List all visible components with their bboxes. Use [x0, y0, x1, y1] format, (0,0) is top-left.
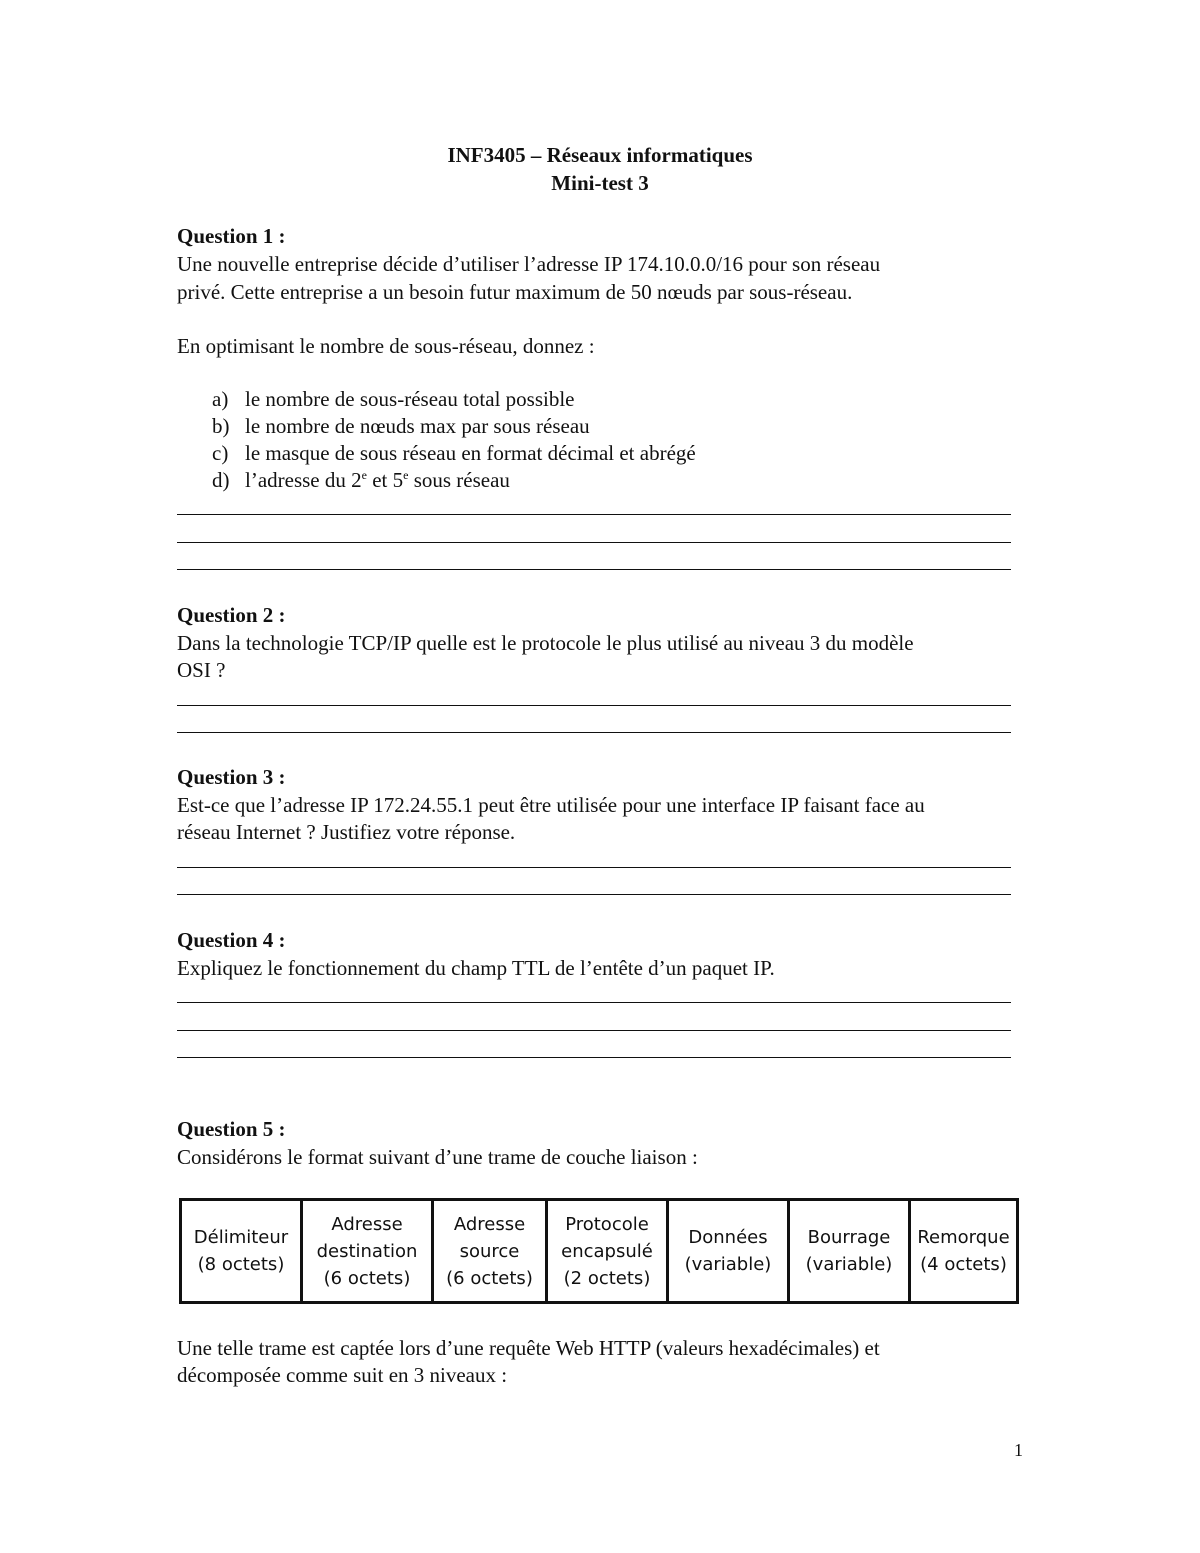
cell-line: (variable): [684, 1254, 772, 1275]
list-item-d: [212, 467, 1012, 494]
answer-line[interactable]: [177, 732, 1011, 733]
table-row: [181, 1200, 1018, 1303]
answer-line[interactable]: [177, 705, 1011, 706]
cell-line: (4 octets): [920, 1254, 1007, 1275]
test-title: Mini-test 3: [551, 171, 649, 195]
cell-line: Adresse: [331, 1213, 403, 1235]
cell-line: (6 octets): [323, 1267, 411, 1289]
question-5-after-line-1: Une telle trame est captée lors d’une requête Web HTTP (valeurs hexadécimales) et: [177, 1336, 880, 1360]
list-item-label: a): [212, 387, 229, 411]
cell-line: Bourrage: [807, 1227, 891, 1248]
cell-line: source: [459, 1240, 520, 1262]
cell-line: Délimiteur: [193, 1227, 289, 1248]
question-2-text-line-1: Dans la technologie TCP/IP quelle est le protocole le plus utilisé au niveau 3 du modèle: [177, 631, 914, 655]
answer-line[interactable]: [177, 569, 1011, 570]
cell-line: (2 octets): [563, 1267, 651, 1289]
cell-line: Remorque: [917, 1227, 1010, 1248]
question-2-title: Question 2 :: [177, 603, 286, 627]
cell-line: (variable): [805, 1254, 893, 1275]
table-cell-data: [668, 1200, 789, 1303]
list-item-text: le nombre de nœuds max par sous réseau: [245, 414, 590, 438]
table-cell-protocol: [547, 1200, 668, 1303]
course-title: INF3405 – Réseaux informatiques: [447, 143, 753, 167]
cell-line: Données: [688, 1227, 768, 1248]
cell-line: destination: [316, 1240, 418, 1262]
question-4-text-line-1: Expliquez le fonctionnement du champ TTL de l’entête d’un paquet IP.: [177, 956, 775, 980]
list-item-label: c): [212, 441, 229, 465]
answer-line[interactable]: [177, 867, 1011, 868]
list-item-b: [212, 413, 1012, 440]
cell-line: (6 octets): [446, 1267, 533, 1289]
list-item-c: [212, 440, 1012, 467]
answer-line[interactable]: [177, 894, 1011, 895]
table-cell-destination-address: [302, 1200, 433, 1303]
list-item-label: d): [212, 468, 230, 492]
question-1-intro: En optimisant le nombre de sous-réseau, donnez :: [177, 334, 595, 358]
list-item-text: le nombre de sous-réseau total possible: [245, 387, 575, 411]
cell-line: Protocole: [565, 1213, 649, 1235]
frame-format-table: [179, 1198, 1019, 1304]
list-item-text: et 5: [366, 468, 404, 492]
answer-line[interactable]: [177, 1002, 1011, 1003]
question-5-text-line-1: Considérons le format suivant d’une trame de couche liaison :: [177, 1145, 698, 1169]
question-3-text-line-1: Est-ce que l’adresse IP 172.24.55.1 peut être utilisée pour une interface IP faisant face au: [177, 793, 925, 817]
ordinal-superscript: e: [403, 468, 409, 482]
list-item-label: b): [212, 414, 230, 438]
question-1-title: Question 1 :: [177, 224, 286, 248]
question-2-text-line-2: OSI ?: [177, 658, 226, 682]
question-5-after-line-2: décomposée comme suit en 3 niveaux :: [177, 1363, 508, 1387]
list-item-a: [212, 386, 1012, 413]
list-item-text: sous réseau: [408, 468, 510, 492]
answer-line[interactable]: [177, 514, 1011, 515]
list-item-text: l’adresse du 2: [245, 468, 362, 492]
answer-line[interactable]: [177, 1057, 1011, 1058]
cell-line: (8 octets): [197, 1254, 285, 1275]
table-cell-source-address: [433, 1200, 547, 1303]
question-4-title: Question 4 :: [177, 928, 286, 952]
answer-line[interactable]: [177, 542, 1011, 543]
list-item-text: le masque de sous réseau en format décimal et abrégé: [245, 441, 696, 465]
page-number: 1: [1014, 1440, 1023, 1460]
question-5-title: Question 5 :: [177, 1117, 286, 1141]
ordinal-superscript: e: [361, 468, 367, 482]
cell-line: Adresse: [453, 1213, 526, 1235]
table-cell-padding: [789, 1200, 910, 1303]
answer-line[interactable]: [177, 1030, 1011, 1031]
cell-line: encapsulé: [561, 1240, 653, 1262]
table-cell-delimiter: [181, 1200, 302, 1303]
question-1-text-line-2: privé. Cette entreprise a un besoin futur maximum de 50 nœuds par sous-réseau.: [177, 280, 853, 304]
question-3-text-line-2: réseau Internet ? Justifiez votre réponse.: [177, 820, 516, 844]
question-1-text-line-1: Une nouvelle entreprise décide d’utiliser l’adresse IP 174.10.0.0/16 pour son réseau: [177, 252, 881, 276]
table-cell-trailer: [910, 1200, 1018, 1303]
question-3-title: Question 3 :: [177, 765, 286, 789]
